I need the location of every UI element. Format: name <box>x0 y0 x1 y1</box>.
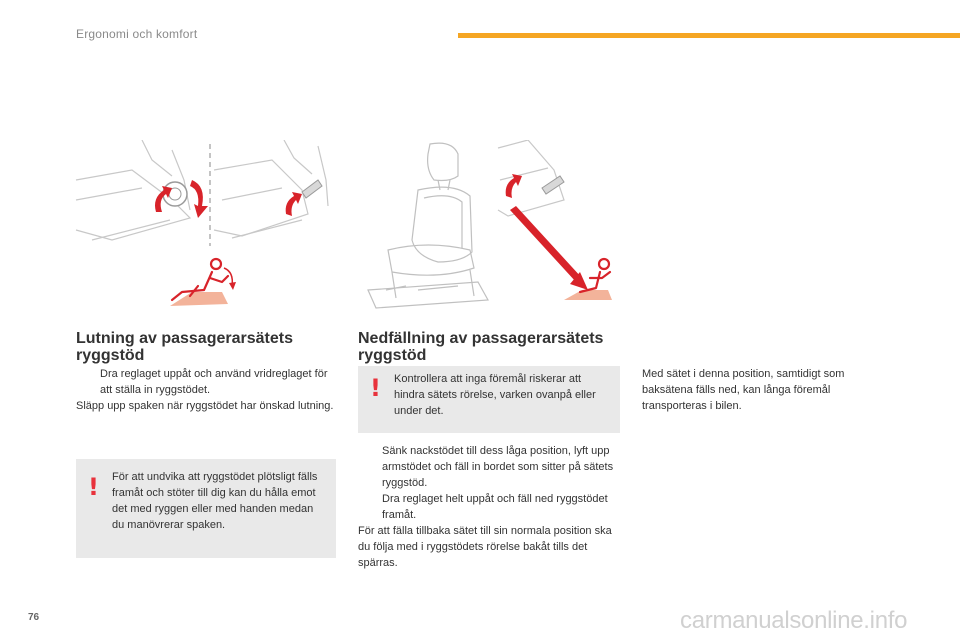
list-item-text: Dra reglaget uppåt och använd vridreglaget för att ställa in ryggstödet. <box>100 368 328 396</box>
list-item-text: Dra reglaget helt uppåt och fäll ned ryggstödet framåt. <box>382 493 608 521</box>
chapter-title: Ergonomi och komfort <box>76 27 198 41</box>
right-section-body <box>358 443 620 571</box>
watermark: carmanualsonline.info <box>680 607 908 634</box>
header-accent-bar <box>458 33 960 38</box>
warning-box <box>76 459 336 558</box>
list-item <box>76 366 340 398</box>
seat-recline-diagram <box>72 140 340 312</box>
left-section-body <box>76 366 340 414</box>
seat-fold-diagram <box>358 140 620 312</box>
warning-text: Kontrollera att inga föremål riskerar att hindra sätets rörelse, varken ovanpå eller under det. <box>394 373 596 417</box>
seated-person-icon <box>564 259 612 300</box>
page-number: 76 <box>28 612 40 623</box>
paragraph: För att fälla tillbaka sätet till sin normala position ska du följa med i ryggstödets rörelse bakåt tills det spärras. <box>358 525 612 569</box>
list-item <box>358 491 620 523</box>
list-item <box>358 443 620 491</box>
warning-text: För att undvika att ryggstödet plötsligt fälls framåt och stöter till dig kan du hålla emot det med ryggen eller med handen medan du manövrerar spaken. <box>112 471 318 531</box>
warning-box <box>358 366 620 433</box>
warning-icon: ! <box>88 473 99 501</box>
warning-icon: ! <box>370 374 381 402</box>
left-section-heading: Lutning av passagerarsätets ryggstöd <box>76 330 293 364</box>
seated-person-icon <box>170 259 236 306</box>
side-note: Med sätet i denna position, samtidigt som baksätena fälls ned, kan långa föremål transporteras i bilen. <box>642 368 845 412</box>
right-section-heading: Nedfällning av passagerarsätets ryggstöd <box>358 330 604 364</box>
paragraph: Släpp upp spaken när ryggstödet har önskad lutning. <box>76 400 334 412</box>
list-item-text: Sänk nackstödet till dess låga position, lyft upp armstödet och fäll in bordet som sitter på sätets ryggstöd. <box>382 445 614 489</box>
